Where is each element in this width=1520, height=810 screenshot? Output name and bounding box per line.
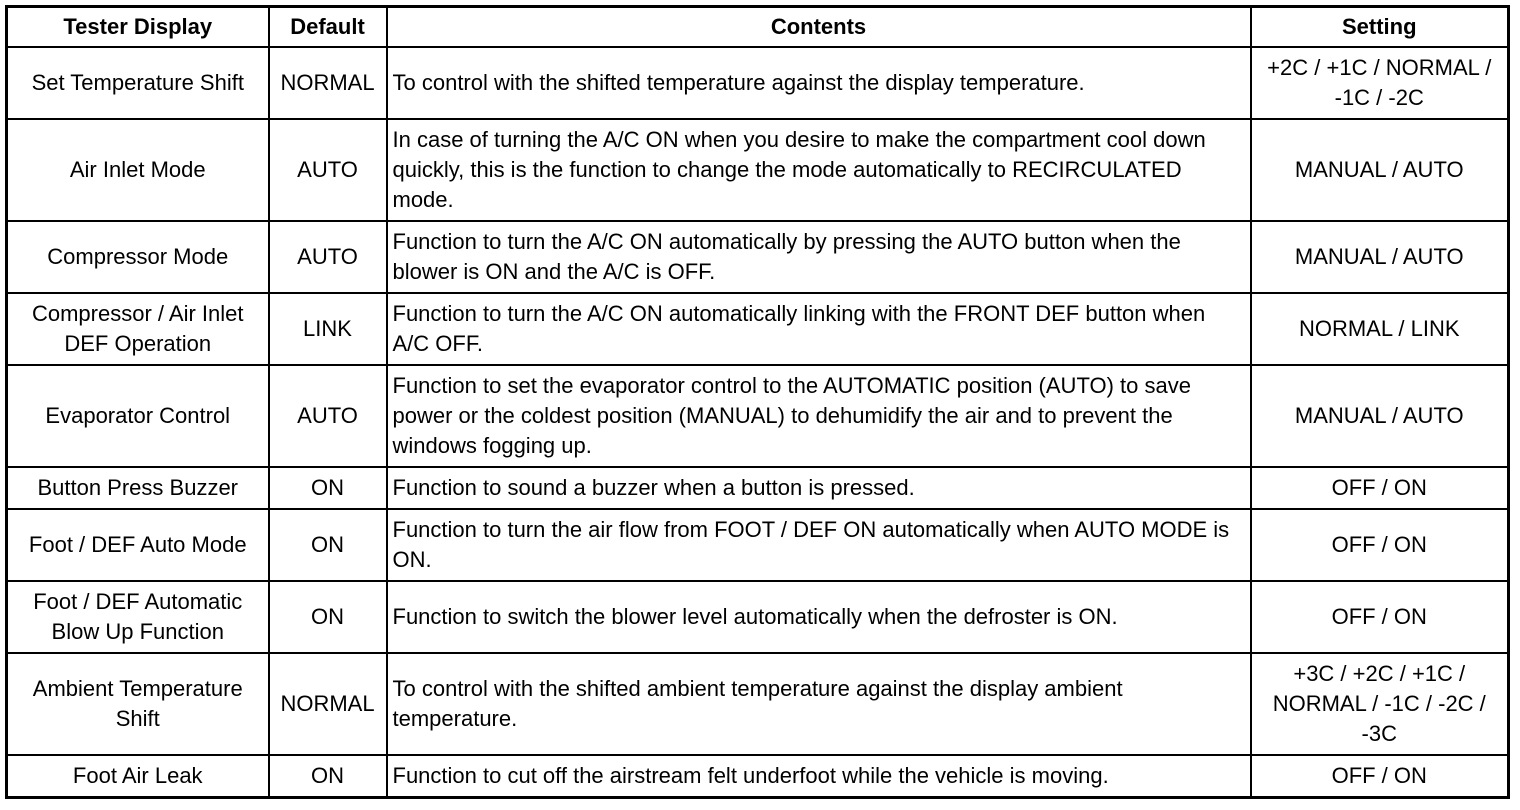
header-default: Default bbox=[269, 7, 387, 48]
cell-setting: OFF / ON bbox=[1251, 755, 1509, 798]
customize-parameters-table bbox=[5, 5, 1510, 799]
cell-contents: Function to cut off the airstream felt underfoot while the vehicle is moving. bbox=[387, 755, 1251, 798]
table-row bbox=[7, 581, 1509, 653]
table-row bbox=[7, 119, 1509, 221]
cell-default: ON bbox=[269, 581, 387, 653]
cell-tester-display: Foot / DEF Auto Mode bbox=[7, 509, 269, 581]
cell-contents: Function to turn the air flow from FOOT / DEF ON automatically when AUTO MODE is ON. bbox=[387, 509, 1251, 581]
table-row bbox=[7, 365, 1509, 467]
cell-tester-display: Air Inlet Mode bbox=[7, 119, 269, 221]
header-setting: Setting bbox=[1251, 7, 1509, 48]
cell-tester-display: Foot / DEF Automatic Blow Up Function bbox=[7, 581, 269, 653]
cell-tester-display: Evaporator Control bbox=[7, 365, 269, 467]
cell-default: NORMAL bbox=[269, 653, 387, 755]
cell-setting: OFF / ON bbox=[1251, 581, 1509, 653]
cell-setting: OFF / ON bbox=[1251, 467, 1509, 509]
cell-default: AUTO bbox=[269, 119, 387, 221]
cell-tester-display: Compressor Mode bbox=[7, 221, 269, 293]
cell-default: ON bbox=[269, 467, 387, 509]
cell-setting: OFF / ON bbox=[1251, 509, 1509, 581]
header-tester-display: Tester Display bbox=[7, 7, 269, 48]
cell-setting: +3C / +2C / +1C / NORMAL / -1C / -2C / -3C bbox=[1251, 653, 1509, 755]
cell-default: AUTO bbox=[269, 365, 387, 467]
cell-setting: MANUAL / AUTO bbox=[1251, 365, 1509, 467]
cell-setting: MANUAL / AUTO bbox=[1251, 119, 1509, 221]
table-row bbox=[7, 221, 1509, 293]
cell-contents: Function to sound a buzzer when a button is pressed. bbox=[387, 467, 1251, 509]
cell-contents: Function to switch the blower level automatically when the defroster is ON. bbox=[387, 581, 1251, 653]
cell-contents: Function to turn the A/C ON automatically by pressing the AUTO button when the blower is ON and the A/C is OFF. bbox=[387, 221, 1251, 293]
table-row bbox=[7, 47, 1509, 119]
table-row bbox=[7, 467, 1509, 509]
cell-tester-display: Foot Air Leak bbox=[7, 755, 269, 798]
cell-tester-display: Ambient Temperature Shift bbox=[7, 653, 269, 755]
cell-contents: Function to set the evaporator control to the AUTOMATIC position (AUTO) to save power or the coldest position (MANUAL) to dehumidify the air and to prevent the windows fogging up. bbox=[387, 365, 1251, 467]
cell-default: ON bbox=[269, 755, 387, 798]
header-contents: Contents bbox=[387, 7, 1251, 48]
cell-tester-display: Set Temperature Shift bbox=[7, 47, 269, 119]
table-row bbox=[7, 653, 1509, 755]
cell-contents: To control with the shifted ambient temperature against the display ambient temperature. bbox=[387, 653, 1251, 755]
cell-default: ON bbox=[269, 509, 387, 581]
cell-tester-display: Button Press Buzzer bbox=[7, 467, 269, 509]
cell-default: LINK bbox=[269, 293, 387, 365]
cell-setting: MANUAL / AUTO bbox=[1251, 221, 1509, 293]
cell-contents: In case of turning the A/C ON when you desire to make the compartment cool down quickly, this is the function to change the mode automatically to RECIRCULATED mode. bbox=[387, 119, 1251, 221]
table-row bbox=[7, 755, 1509, 798]
table-row bbox=[7, 293, 1509, 365]
customize-parameters-table-container bbox=[5, 5, 1510, 799]
table-header-row bbox=[7, 7, 1509, 48]
cell-setting: NORMAL / LINK bbox=[1251, 293, 1509, 365]
cell-default: NORMAL bbox=[269, 47, 387, 119]
table-row bbox=[7, 509, 1509, 581]
cell-setting: +2C / +1C / NORMAL / -1C / -2C bbox=[1251, 47, 1509, 119]
cell-tester-display: Compressor / Air Inlet DEF Operation bbox=[7, 293, 269, 365]
cell-default: AUTO bbox=[269, 221, 387, 293]
cell-contents: Function to turn the A/C ON automatically linking with the FRONT DEF button when A/C OFF. bbox=[387, 293, 1251, 365]
cell-contents: To control with the shifted temperature against the display temperature. bbox=[387, 47, 1251, 119]
